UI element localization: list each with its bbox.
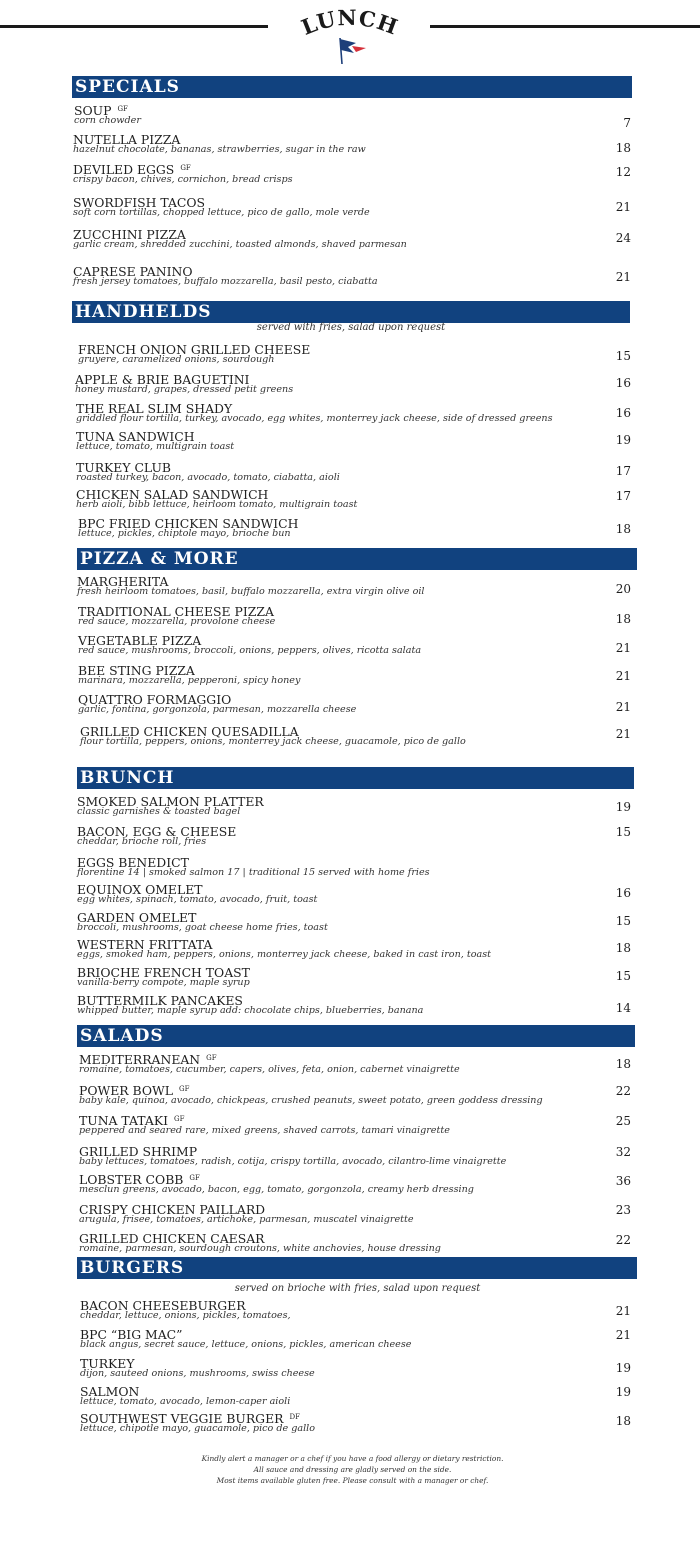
menu-item-price: 21 bbox=[615, 700, 631, 714]
dietary-tag: DF bbox=[289, 1413, 300, 1421]
dietary-tag: GF bbox=[179, 1085, 190, 1093]
menu-item-title: THE REAL SLIM SHADY bbox=[76, 401, 233, 416]
menu-item-title: FRENCH ONION GRILLED CHEESE bbox=[78, 342, 311, 357]
menu-item-description: black angus, secret sauce, lettuce, onions, pickles, american cheese bbox=[80, 1339, 412, 1350]
footer-line-1: Kindly alert a manager or a chef if you have a food allergy or dietary restriction. bbox=[201, 1454, 504, 1463]
footer-line-3: Most items available gluten free. Please consult with a manager or chef. bbox=[216, 1476, 489, 1485]
menu-item-description: romaine, parmesan, sourdough croutons, white anchovies, house dressing bbox=[79, 1243, 441, 1254]
menu-item-description: garlic, fontina, gorgonzola, parmesan, mozzarella cheese bbox=[78, 704, 357, 715]
dietary-tag: GF bbox=[117, 105, 128, 113]
menu-item-title: TUNA SANDWICH bbox=[76, 429, 195, 444]
menu-item-price: 12 bbox=[615, 165, 631, 179]
menu-item-description: honey mustard, grapes, dressed petit greens bbox=[75, 384, 294, 395]
menu-item-price: 18 bbox=[615, 1414, 631, 1428]
header-rule-left bbox=[0, 25, 268, 28]
menu-item-description: lettuce, tomato, multigrain toast bbox=[76, 441, 235, 452]
menu-item-description: egg whites, spinach, tomato, avocado, fruit, toast bbox=[77, 894, 318, 905]
menu-item-title: NUTELLA PIZZA bbox=[73, 132, 181, 147]
menu-item-description: herb aioli, bibb lettuce, heirloom tomato, multigrain toast bbox=[76, 499, 358, 510]
menu-item-price: 22 bbox=[615, 1084, 631, 1098]
menu-item-title: MARGHERITA bbox=[77, 574, 169, 589]
menu-item-description: eggs, smoked ham, peppers, onions, monterrey jack cheese, baked in cast iron, toast bbox=[77, 949, 491, 960]
menu-item-price: 15 bbox=[615, 914, 631, 928]
menu-item-description: flour tortilla, peppers, onions, monterrey jack cheese, guacamole, pico de gallo bbox=[80, 736, 466, 747]
menu-item-description: florentine 14 | smoked salmon 17 | traditional 15 served with home fries bbox=[77, 867, 430, 878]
menu-item-price: 36 bbox=[615, 1174, 631, 1188]
section-header-burgers: BURGERS bbox=[77, 1257, 637, 1279]
menu-item-title: DEVILED EGGS bbox=[73, 162, 175, 177]
dietary-tag: GF bbox=[189, 1174, 200, 1182]
menu-item-title: GRILLED SHRIMP bbox=[79, 1144, 198, 1159]
menu-item-price: 21 bbox=[615, 727, 631, 741]
menu-item-title: TRADITIONAL CHEESE PIZZA bbox=[78, 604, 274, 619]
menu-item-price: 23 bbox=[615, 1203, 631, 1217]
menu-item-price: 18 bbox=[615, 612, 631, 626]
menu-item-description: whipped butter, maple syrup add: chocolate chips, blueberries, banana bbox=[77, 1005, 424, 1016]
menu-item-price: 21 bbox=[615, 1328, 631, 1342]
menu-item-description: crispy bacon, chives, cornichon, bread crisps bbox=[73, 174, 293, 185]
menu-item-title: SMOKED SALMON PLATTER bbox=[77, 794, 264, 809]
menu-item-description: lettuce, chipotle mayo, guacamole, pico de gallo bbox=[80, 1423, 315, 1434]
menu-item-price: 21 bbox=[615, 270, 631, 284]
menu-item-title: GRILLED CHICKEN QUESADILLA bbox=[80, 724, 299, 739]
menu-item-description: hazelnut chocolate, bananas, strawberries, sugar in the raw bbox=[73, 144, 366, 155]
menu-item-description: soft corn tortillas, chopped lettuce, pico de gallo, mole verde bbox=[73, 207, 370, 218]
menu-item-description: baby kale, quinoa, avocado, chickpeas, crushed peanuts, sweet potato, green goddess dressing bbox=[79, 1095, 543, 1106]
menu-item-title: WESTERN FRITTATA bbox=[77, 937, 213, 952]
menu-item-title: BEE STING PIZZA bbox=[78, 663, 195, 678]
menu-item-description: gruyere, caramelized onions, sourdough bbox=[78, 354, 275, 365]
section-header-salads: SALADS bbox=[77, 1025, 635, 1047]
menu-item-price: 18 bbox=[615, 141, 631, 155]
menu-item-title: APPLE & BRIE BAGUETINI bbox=[75, 372, 250, 387]
menu-item-title: CRISPY CHICKEN PAILLARD bbox=[79, 1202, 266, 1217]
menu-item-title: GRILLED CHICKEN CAESAR bbox=[79, 1231, 265, 1246]
menu-item-title: CHICKEN SALAD SANDWICH bbox=[76, 487, 269, 502]
menu-item-description: peppered and seared rare, mixed greens, shaved carrots, tamari vinaigrette bbox=[79, 1125, 450, 1136]
menu-item-description: roasted turkey, bacon, avocado, tomato, ciabatta, aioli bbox=[76, 472, 340, 483]
menu-item-price: 19 bbox=[615, 800, 631, 814]
menu-item-price: 18 bbox=[615, 941, 631, 955]
menu-item-description: classic garnishes & toasted bagel bbox=[77, 806, 241, 817]
menu-item-title: POWER BOWL bbox=[79, 1083, 174, 1098]
menu-item-description: broccoli, mushrooms, goat cheese home fries, toast bbox=[77, 922, 328, 933]
header-rule-right bbox=[430, 25, 700, 28]
menu-item-description: garlic cream, shredded zucchini, toasted almonds, shaved parmesan bbox=[73, 239, 407, 250]
menu-item-title: CAPRESE PANINO bbox=[73, 264, 193, 279]
menu-item-price: 21 bbox=[615, 641, 631, 655]
menu-item-title: BUTTERMILK PANCAKES bbox=[77, 993, 243, 1008]
dietary-tag: GF bbox=[206, 1054, 217, 1062]
menu-item-title: BACON, EGG & CHEESE bbox=[77, 824, 237, 839]
menu-item-title: LOBSTER COBB bbox=[79, 1172, 184, 1187]
menu-item-price: 15 bbox=[615, 969, 631, 983]
menu-item-price: 15 bbox=[615, 825, 631, 839]
svg-text:LUNCH: LUNCH bbox=[297, 4, 402, 40]
section-header-handhelds: HANDHELDS bbox=[72, 301, 630, 323]
menu-item-title: SWORDFISH TACOS bbox=[73, 195, 206, 210]
menu-item-title: EQUINOX OMELET bbox=[77, 882, 203, 897]
allergy-footer bbox=[150, 1453, 555, 1486]
menu-item-price: 16 bbox=[615, 376, 631, 390]
menu-item-title: TURKEY bbox=[80, 1356, 135, 1371]
menu-item-description: corn chowder bbox=[74, 115, 141, 126]
menu-item-price: 19 bbox=[615, 1361, 631, 1375]
menu-item-price: 21 bbox=[615, 1304, 631, 1318]
menu-item-title: ZUCCHINI PIZZA bbox=[73, 227, 186, 242]
footer-line-2: All sauce and dressing are gladly served on the side. bbox=[253, 1465, 452, 1474]
sailboat-flag-icon bbox=[334, 36, 374, 66]
menu-item-price: 22 bbox=[615, 1233, 631, 1247]
menu-item-title: TURKEY CLUB bbox=[76, 460, 172, 475]
section-note: served on brioche with fries, salad upon request bbox=[234, 1283, 481, 1294]
menu-item-price: 32 bbox=[615, 1145, 631, 1159]
menu-item-description: red sauce, mozzarella, provolone cheese bbox=[78, 616, 276, 627]
menu-item-price: 19 bbox=[615, 1385, 631, 1399]
menu-item-price: 14 bbox=[615, 1001, 631, 1015]
menu-item-description: red sauce, mushrooms, broccoli, onions, peppers, olives, ricotta salata bbox=[78, 645, 422, 656]
menu-item-title: TUNA TATAKI bbox=[79, 1113, 168, 1128]
menu-item-price: 21 bbox=[615, 669, 631, 683]
menu-item-description: lettuce, pickles, chiptole mayo, brioche bun bbox=[78, 528, 291, 539]
menu-item-price: 7 bbox=[623, 116, 631, 130]
menu-item-price: 21 bbox=[615, 200, 631, 214]
menu-item-description: fresh heirloom tomatoes, basil, buffalo mozzarella, extra virgin olive oil bbox=[77, 586, 425, 597]
dietary-tag: GF bbox=[173, 1115, 185, 1123]
menu-item-title: SOUP bbox=[74, 103, 112, 118]
menu-item-price: 17 bbox=[615, 489, 631, 503]
menu-item-title: QUATTRO FORMAGGIO bbox=[78, 692, 232, 707]
menu-item-price: 24 bbox=[615, 231, 631, 245]
menu-item-description: mesclun greens, avocado, bacon, egg, tomato, gorgonzola, creamy herb dressing bbox=[79, 1184, 474, 1195]
menu-item-price: 20 bbox=[615, 582, 631, 596]
menu-item-description: romaine, tomatoes, cucumber, capers, olives, feta, onion, cabernet vinaigrette bbox=[79, 1064, 460, 1075]
menu-item-title: BPC “BIG MAC” bbox=[80, 1327, 183, 1342]
section-header-brunch: BRUNCH bbox=[77, 767, 634, 789]
section-header-pizza-more: PIZZA & MORE bbox=[77, 548, 637, 570]
menu-item-description: marinara, mozzarella, pepperoni, spicy honey bbox=[78, 675, 301, 686]
menu-header bbox=[0, 0, 700, 70]
menu-item-description: vanilla-berry compote, maple syrup bbox=[77, 977, 250, 988]
menu-item-title: BACON CHEESEBURGER bbox=[80, 1298, 246, 1313]
menu-item-title: BPC FRIED CHICKEN SANDWICH bbox=[78, 516, 299, 531]
menu-item-title: EGGS BENEDICT bbox=[77, 855, 189, 870]
menu-item-price: 17 bbox=[615, 464, 631, 478]
section-note: served with fries, salad upon request bbox=[256, 322, 446, 333]
menu-item-price: 19 bbox=[615, 433, 631, 447]
menu-item-description: lettuce, tomato, avocado, lemon-caper aioli bbox=[80, 1396, 291, 1407]
menu-item-price: 18 bbox=[615, 522, 631, 536]
menu-item-title: VEGETABLE PIZZA bbox=[78, 633, 202, 648]
menu-item-description: arugula, frisee, tomatoes, artichoke, parmesan, muscatel vinaigrette bbox=[79, 1214, 414, 1225]
menu-item-description: cheddar, brioche roll, fries bbox=[77, 836, 207, 847]
menu-item-description: griddled flour tortilla, turkey, avocado, egg whites, monterrey jack cheese, side of dressed greens bbox=[76, 413, 553, 424]
menu-item-title: SALMON bbox=[80, 1384, 140, 1399]
section-header-specials: SPECIALS bbox=[72, 76, 632, 98]
menu-item-description: dijon, sauteed onions, mushrooms, swiss cheese bbox=[80, 1368, 315, 1379]
menu-item-description: cheddar, lettuce, onions, pickles, tomatoes, bbox=[80, 1310, 291, 1321]
dietary-tag: GF bbox=[180, 164, 191, 172]
menu-item-price: 25 bbox=[615, 1114, 631, 1128]
menu-item-description: baby lettuces, tomatoes, radish, cotija, crispy tortilla, avocado, cilantro-lime vinaigrette bbox=[79, 1156, 507, 1167]
menu-item-title: SOUTHWEST VEGGIE BURGER bbox=[80, 1411, 284, 1426]
menu-item-price: 15 bbox=[615, 349, 631, 363]
menu-item-description: fresh jersey tomatoes, buffalo mozzarella, basil pesto, ciabatta bbox=[73, 276, 378, 287]
menu-item-title: BRIOCHE FRENCH TOAST bbox=[77, 965, 250, 980]
menu-item-price: 18 bbox=[615, 1057, 631, 1071]
menu-item-title: GARDEN OMELET bbox=[77, 910, 197, 925]
menu-item-price: 16 bbox=[615, 406, 631, 420]
menu-item-title: MEDITERRANEAN bbox=[79, 1052, 201, 1067]
menu-item-price: 16 bbox=[615, 886, 631, 900]
